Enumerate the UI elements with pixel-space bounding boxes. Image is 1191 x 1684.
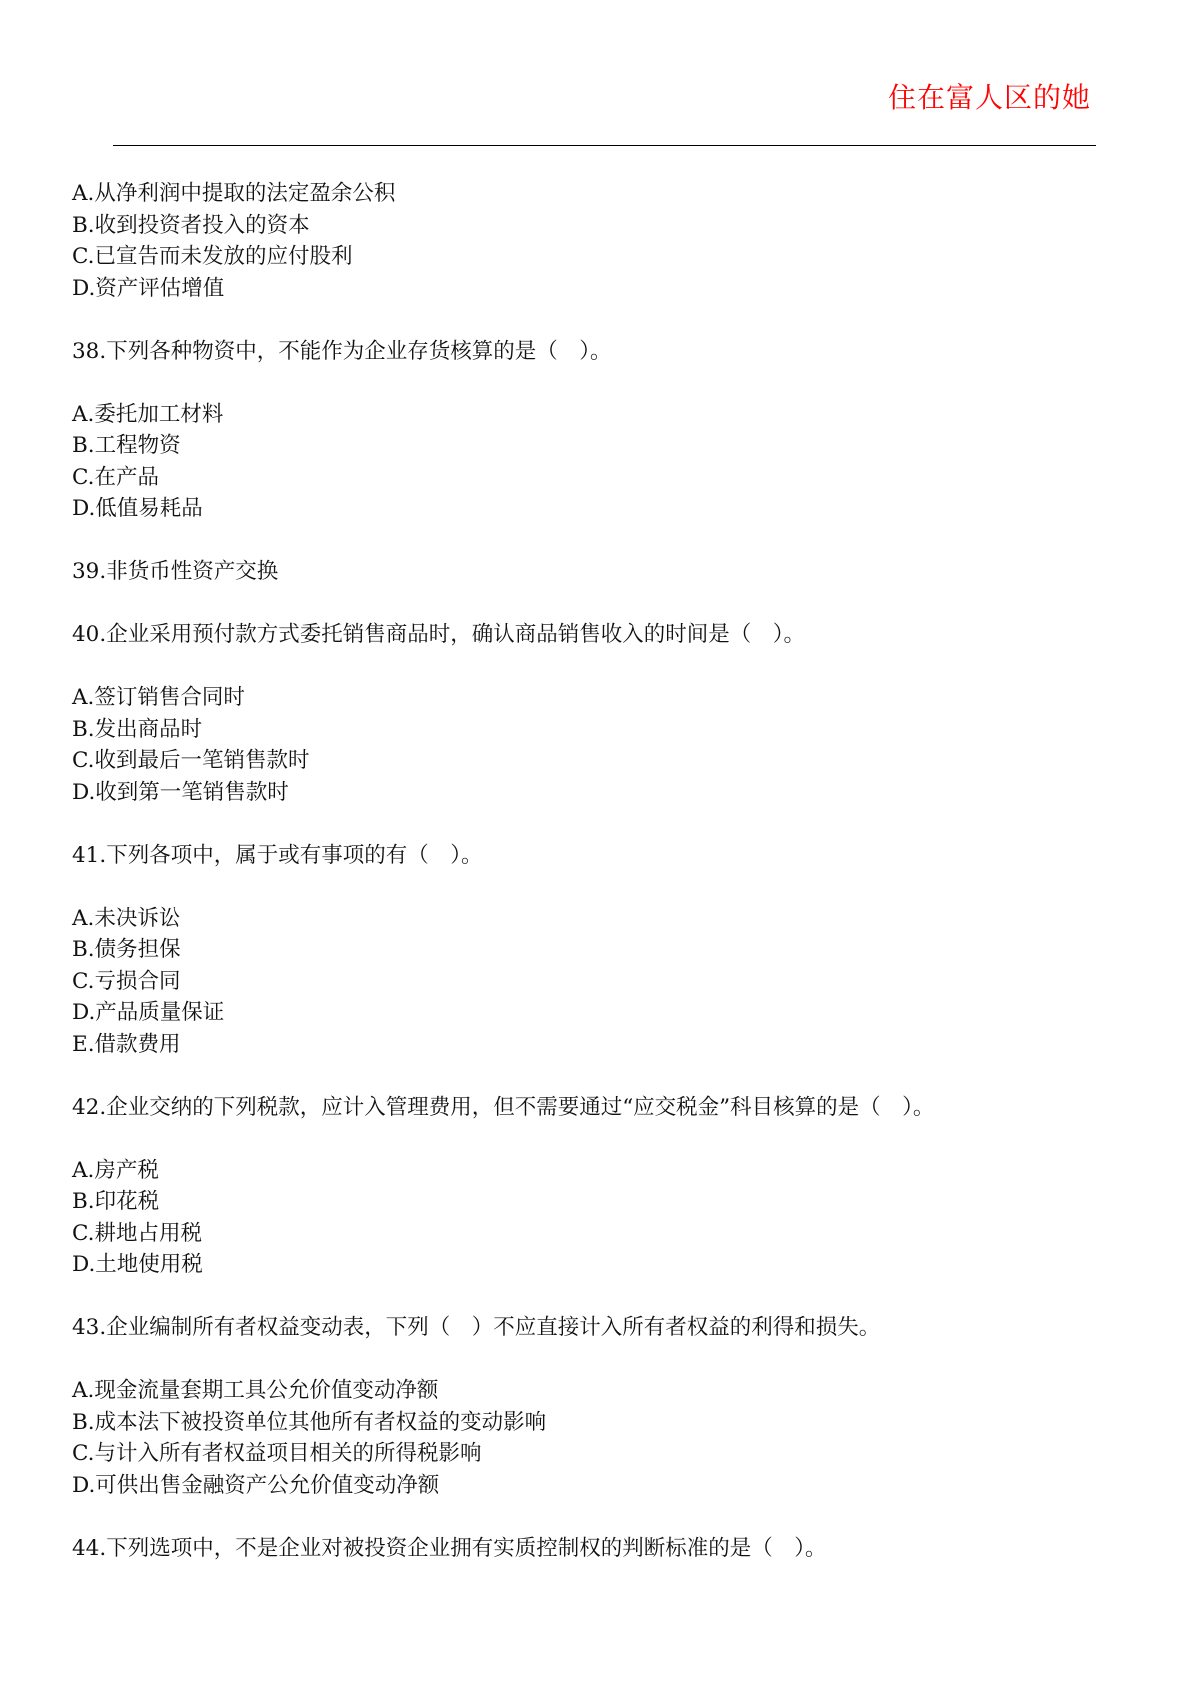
- option-c: C.与计入所有者权益项目相关的所得税影响: [72, 1441, 482, 1466]
- question-39: 39.非货币性资产交换: [72, 559, 279, 584]
- option-d: D.可供出售金融资产公允价值变动净额: [72, 1472, 440, 1498]
- option-b: B.收到投资者投入的资本: [72, 212, 310, 238]
- option-c: C.已宣告而未发放的应付股利: [72, 244, 353, 269]
- option-c: C.耕地占用税: [72, 1220, 203, 1246]
- question-content: [72, 178, 1102, 1564]
- option-a: A.签订销售合同时: [72, 685, 245, 710]
- option-e: E.借款费用: [72, 1031, 181, 1057]
- option-b: B.工程物资: [72, 433, 181, 458]
- question-43: 43.企业编制所有者权益变动表，下列（ ）不应直接计入所有者权益的利得和损失。: [72, 1315, 881, 1340]
- option-d: D.资产评估增值: [72, 275, 225, 301]
- q40-options: [72, 682, 1102, 808]
- option-b: B.债务担保: [72, 937, 181, 962]
- q37-options: [72, 178, 1102, 304]
- q43-options: [72, 1375, 1102, 1501]
- option-d: D.产品质量保证: [72, 1000, 225, 1025]
- option-d: D.低值易耗品: [72, 496, 203, 521]
- option-d: D.收到第一笔销售款时: [72, 779, 289, 805]
- q38-options: [72, 399, 1102, 525]
- option-a: A.未决诉讼: [72, 905, 181, 931]
- question-41: 41.下列各项中，属于或有事项的有（ ）。: [72, 842, 483, 868]
- header-title: 住在富人区的她: [887, 81, 1091, 114]
- q41-options: [72, 903, 1102, 1061]
- question-44: 44.下列选项中，不是企业对被投资企业拥有实质控制权的判断标准的是（ ）。: [72, 1535, 827, 1561]
- option-b: B.印花税: [72, 1189, 160, 1214]
- option-a: A.房产税: [72, 1157, 159, 1183]
- option-c: C.亏损合同: [72, 968, 181, 994]
- option-c: C.收到最后一笔销售款时: [72, 748, 310, 773]
- option-a: A.现金流量套期工具公允价值变动净额: [72, 1378, 439, 1403]
- option-c: C.在产品: [72, 464, 160, 490]
- option-b: B.发出商品时: [72, 716, 203, 742]
- question-38: 38.下列各种物资中，不能作为企业存货核算的是（ ）。: [72, 338, 612, 364]
- question-40: 40.企业采用预付款方式委托销售商品时，确认商品销售收入的时间是（ ）。: [72, 622, 805, 647]
- q42-options: [72, 1155, 1102, 1281]
- option-d: D.土地使用税: [72, 1252, 203, 1277]
- question-42: 42.企业交纳的下列税款，应计入管理费用，但不需要通过“应交税金”科目核算的是（ ）。: [72, 1094, 935, 1120]
- option-b: B.成本法下被投资单位其他所有者权益的变动影响: [72, 1409, 547, 1435]
- option-a: A.委托加工材料: [72, 401, 224, 427]
- header-divider: [113, 145, 1096, 146]
- option-a: A.从净利润中提取的法定盈余公积: [72, 181, 396, 206]
